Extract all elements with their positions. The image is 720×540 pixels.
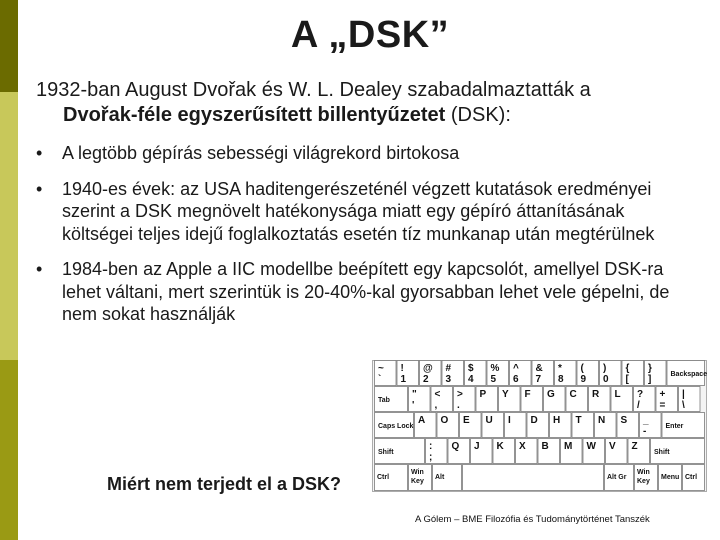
key-legend-top: ~	[378, 363, 384, 374]
key-legend-top: @	[423, 363, 433, 374]
key-legend-top: U	[485, 415, 493, 426]
key-legend-top: ?	[637, 389, 644, 400]
key-legend-top: C	[569, 389, 577, 400]
key-legend-top: $	[468, 363, 474, 374]
key-legend-bottom: 0	[603, 374, 609, 385]
bullet-text: 1940-es évek: az USA haditengerészeténél végzett kutatások eredményei szerint a DSK megnövelt hatékonysága miatt egy gépíró áttanításának költségei teljes idejű foglalkoztatás esetén tíz munkanap után megtérülnek	[62, 178, 655, 244]
bullet-list	[36, 142, 696, 326]
win-left-key-label: Win	[411, 469, 424, 476]
spacebar-key	[463, 465, 604, 491]
bullet-dot: •	[36, 259, 43, 279]
bullet-item	[36, 258, 696, 326]
key-legend-top: H	[553, 415, 561, 426]
alt-key-label: Alt	[435, 474, 445, 481]
question-text: Miért nem terjedt el a DSK?	[107, 474, 342, 494]
decor-bar-bottom	[0, 360, 18, 540]
altgr-key-label: Alt Gr	[607, 474, 627, 481]
key-legend-top: %	[490, 363, 500, 374]
key-legend-top: R	[592, 389, 600, 400]
key-legend-top: B	[541, 441, 549, 452]
win-left-key-label: Key	[411, 478, 424, 485]
key-legend-bottom: ,	[434, 400, 438, 411]
key-legend-top: !	[400, 363, 404, 374]
key-legend-top: N	[598, 415, 606, 426]
decor-bar-middle	[0, 92, 18, 360]
shift-right-key-label: Shift	[654, 449, 670, 456]
bullet-dot: •	[36, 178, 43, 199]
key-legend-bottom: =	[659, 400, 666, 411]
key-legend-bottom: \	[682, 400, 685, 411]
key-legend-top: I	[508, 415, 511, 426]
key-legend-top: }	[648, 363, 652, 374]
dvorak-keyboard-image	[372, 360, 707, 492]
key-legend-bottom: 3	[445, 374, 452, 385]
capslock-key-label: Caps Lock	[378, 423, 414, 430]
intro-tail: (DSK):	[445, 104, 511, 126]
key-legend-bottom: .	[457, 400, 460, 411]
key-legend-bottom: 6	[513, 374, 519, 385]
key-legend-top: V	[609, 441, 616, 452]
intro-line-2	[36, 103, 676, 128]
key-legend-top: T	[575, 415, 582, 426]
key-legend-top: Z	[631, 441, 638, 452]
key-legend-top: <	[434, 389, 441, 400]
bullet-item	[36, 178, 696, 246]
intro-line-1: 1932-ban August Dvořak és W. L. Dealey szabadalmaztatták a	[36, 79, 591, 101]
slide-title: A „DSK”	[290, 14, 450, 56]
key-legend-top: K	[496, 441, 504, 452]
key-legend-bottom: [	[625, 374, 629, 385]
key-legend-top: ^	[513, 363, 519, 374]
key-legend-bottom: 4	[468, 374, 474, 385]
enter-key-label: Enter	[665, 423, 684, 430]
key-legend-top: )	[603, 363, 607, 374]
key-legend-bottom: 7	[535, 374, 542, 385]
key-legend-top: >	[457, 389, 463, 400]
key-legend-top: A	[418, 415, 426, 426]
tab-key-label: Tab	[378, 397, 390, 404]
key-legend-top: Y	[502, 389, 509, 400]
win-right-key-label: Key	[637, 478, 650, 485]
bullet-item	[36, 142, 696, 165]
backspace-key-label: Backspace	[670, 371, 707, 378]
key-legend-top: J	[474, 441, 480, 452]
key-legend-bottom: 2	[423, 374, 429, 385]
key-legend-top: (	[580, 363, 584, 374]
key-legend-bottom: /	[637, 400, 640, 411]
key-legend-top: F	[524, 389, 531, 400]
intro-bold-term: Dvořak-féle egyszerűsített billentyűzetet	[63, 104, 446, 126]
key-legend-top: &	[535, 363, 543, 374]
key-legend-top: S	[620, 415, 628, 426]
key-legend-bottom: 8	[558, 374, 564, 385]
key-legend-top: P	[479, 389, 487, 400]
bullet-dot: •	[36, 143, 43, 163]
key-legend-top: M	[564, 441, 573, 452]
key-legend-bottom: 9	[580, 374, 587, 385]
key-legend-top: D	[530, 415, 538, 426]
key-legend-top: "	[412, 389, 417, 400]
key-legend-top: E	[463, 415, 470, 426]
key-legend-top: *	[558, 363, 562, 374]
footer-credit: A Gólem – BME Filozófia és Tudománytörténet Tanszék	[415, 514, 650, 525]
key-legend-top: O	[440, 415, 449, 426]
ctrl-left-key-label: Ctrl	[377, 474, 390, 481]
key-legend-bottom: '	[412, 400, 415, 411]
key-legend-bottom: ]	[648, 374, 652, 385]
win-right-key-label: Win	[637, 469, 650, 476]
ctrl-right-key-label: Ctrl	[685, 474, 698, 481]
menu-key-label: Menu	[661, 474, 680, 481]
key-legend-top: W	[586, 441, 596, 452]
key-legend-top: X	[519, 441, 526, 452]
key-legend-top: {	[625, 363, 630, 374]
key-legend-bottom: ;	[429, 452, 433, 463]
key-legend-top: +	[659, 389, 666, 400]
key-legend-top: G	[547, 389, 555, 400]
key-legend-top: |	[682, 389, 685, 400]
intro-paragraph	[36, 78, 676, 128]
key-legend-top: Q	[451, 441, 460, 452]
key-legend-bottom: 5	[490, 374, 497, 385]
shift-left-key-label: Shift	[378, 449, 394, 456]
key-legend-bottom: -	[643, 426, 647, 437]
key-legend-top: #	[445, 363, 452, 374]
bullet-text: A legtöbb gépírás sebességi világrekord birtokosa	[62, 143, 460, 163]
key-legend-bottom: `	[378, 374, 382, 385]
bullet-text: 1984-ben az Apple a IIC modellbe beépített egy kapcsolót, amellyel DSK-ra lehet váltani, mert szerintük is 20-40%-kal gyorsabban lehet vele gépelni, de nem sokat használják	[62, 259, 670, 324]
key-legend-top: _	[643, 415, 649, 426]
key-legend-top: L	[614, 389, 621, 400]
key-legend-bottom: 1	[400, 374, 407, 385]
key-legend-top: :	[429, 441, 433, 452]
